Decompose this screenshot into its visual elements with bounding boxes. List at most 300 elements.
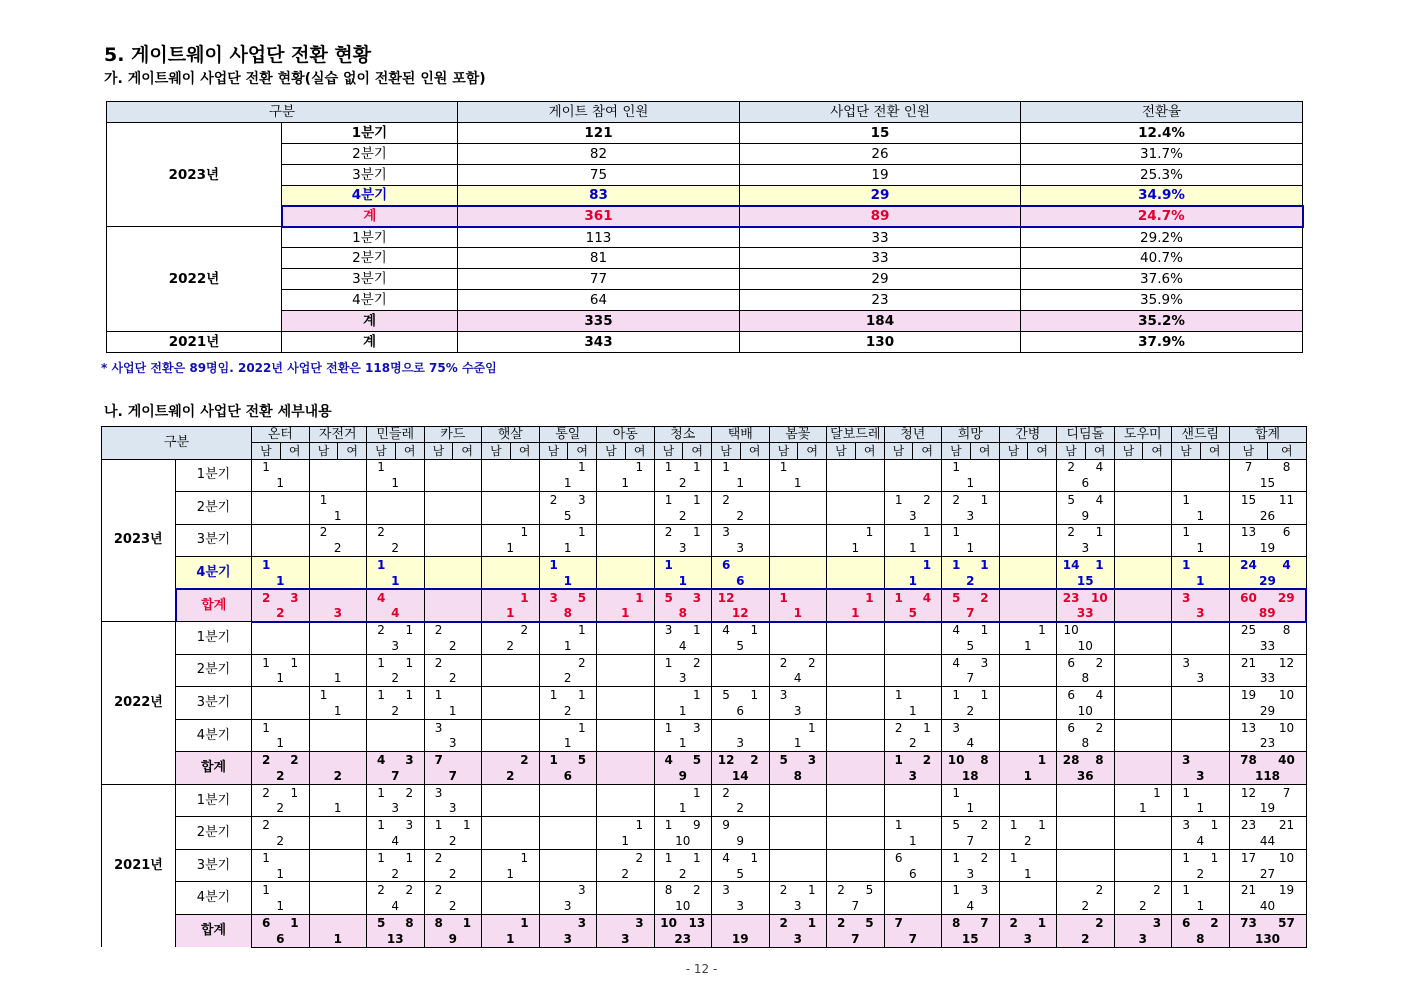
detail-total-row bbox=[102, 931, 1307, 947]
female-count: 2 bbox=[510, 622, 539, 638]
female-count: 2 bbox=[280, 752, 309, 768]
summary-row bbox=[107, 143, 1303, 164]
group-total bbox=[482, 801, 540, 817]
male-count: 1 bbox=[1172, 784, 1201, 800]
female-header: 여 bbox=[740, 443, 769, 459]
female-count: 1 bbox=[395, 654, 424, 670]
female-count: 2 bbox=[913, 492, 942, 508]
female-count: 8 bbox=[970, 752, 999, 768]
quarter-label: 합계 bbox=[176, 589, 252, 622]
group-total bbox=[1172, 703, 1230, 719]
group-total: 3 bbox=[769, 703, 827, 719]
group-total bbox=[252, 638, 310, 654]
quarter-label: 계 bbox=[282, 206, 458, 227]
female-count bbox=[1028, 687, 1057, 703]
detail-total-row bbox=[102, 866, 1307, 882]
female-count: 1 bbox=[1028, 817, 1057, 833]
male-count: 1 bbox=[367, 557, 396, 573]
group-header: 청소 bbox=[654, 427, 712, 443]
male-count: 1 bbox=[712, 459, 741, 475]
female-count bbox=[1028, 557, 1057, 573]
group-total: 2 bbox=[539, 703, 597, 719]
group-total bbox=[999, 605, 1057, 621]
group-total: 1 bbox=[309, 670, 367, 686]
female-count: 2 bbox=[1143, 882, 1172, 898]
male-count: 8 bbox=[942, 914, 971, 930]
female-count bbox=[453, 687, 482, 703]
detail-total-row bbox=[102, 768, 1307, 784]
group-total bbox=[827, 573, 885, 589]
male-count bbox=[539, 849, 568, 865]
female-count: 3 bbox=[625, 914, 654, 930]
male-count bbox=[999, 524, 1028, 540]
female-count bbox=[568, 849, 597, 865]
male-header: 남 bbox=[827, 443, 856, 459]
male-count: 1 bbox=[424, 687, 453, 703]
group-total: 7 bbox=[942, 605, 1000, 621]
female-count bbox=[395, 524, 424, 540]
male-count: 2 bbox=[712, 492, 741, 508]
group-total: 6 bbox=[884, 866, 942, 882]
male-count: 7 bbox=[424, 752, 453, 768]
female-count bbox=[625, 492, 654, 508]
male-count bbox=[827, 719, 856, 735]
male-header: 남 bbox=[252, 443, 281, 459]
female-count: 4 bbox=[1085, 459, 1114, 475]
male-count: 1 bbox=[1172, 524, 1201, 540]
male-count bbox=[482, 849, 511, 865]
group-total: 3 bbox=[654, 670, 712, 686]
female-count bbox=[338, 622, 367, 638]
male-count bbox=[1114, 687, 1143, 703]
female-count: 3 bbox=[970, 882, 999, 898]
group-total bbox=[597, 801, 655, 817]
female-count: 1 bbox=[1085, 557, 1114, 573]
page-number: - 12 - bbox=[685, 962, 718, 976]
group-total bbox=[597, 540, 655, 556]
male-count bbox=[597, 882, 626, 898]
rate-value: 29.2% bbox=[1021, 227, 1303, 248]
female-count: 1 bbox=[970, 687, 999, 703]
rate-value: 25.3% bbox=[1021, 164, 1303, 185]
detail-header-gender bbox=[102, 443, 1307, 459]
male-count bbox=[1114, 654, 1143, 670]
female-count: 4 bbox=[1085, 687, 1114, 703]
male-count bbox=[482, 622, 511, 638]
group-total bbox=[999, 703, 1057, 719]
female-header: 여 bbox=[625, 443, 654, 459]
female-count: 2 bbox=[1085, 914, 1114, 930]
male-count bbox=[999, 589, 1028, 605]
group-total: 1 bbox=[539, 736, 597, 752]
male-count: 3 bbox=[424, 784, 453, 800]
male-count: 1 bbox=[942, 459, 971, 475]
male-count: 3 bbox=[424, 719, 453, 735]
female-count: 3 bbox=[568, 914, 597, 930]
male-count bbox=[309, 914, 338, 930]
group-total: 15 bbox=[1057, 573, 1115, 589]
male-count: 3 bbox=[1172, 589, 1201, 605]
group-total: 6 bbox=[252, 931, 310, 947]
female-count: 1 bbox=[453, 817, 482, 833]
male-count: 3 bbox=[1172, 654, 1201, 670]
group-total: 3 bbox=[1172, 670, 1230, 686]
group-total: 7 bbox=[942, 833, 1000, 849]
male-count bbox=[769, 557, 798, 573]
female-count: 2 bbox=[510, 752, 539, 768]
male-count: 17 bbox=[1229, 849, 1268, 865]
male-count bbox=[884, 622, 913, 638]
female-count bbox=[798, 784, 827, 800]
group-total bbox=[1114, 540, 1172, 556]
male-count bbox=[597, 492, 626, 508]
group-total: 10 bbox=[654, 898, 712, 914]
male-count: 73 bbox=[1229, 914, 1268, 930]
female-count bbox=[740, 654, 769, 670]
male-count bbox=[539, 654, 568, 670]
female-count bbox=[338, 817, 367, 833]
female-count: 8 bbox=[1268, 622, 1307, 638]
female-count bbox=[740, 817, 769, 833]
header-category: 구분 bbox=[107, 102, 458, 123]
group-total: 1 bbox=[309, 931, 367, 947]
group-header: 카드 bbox=[424, 427, 482, 443]
male-header: 남 bbox=[539, 443, 568, 459]
group-total: 1 bbox=[1172, 508, 1230, 524]
quarter-label: 4분기 bbox=[176, 719, 252, 752]
group-total: 6 bbox=[712, 573, 770, 589]
group-total: 1 bbox=[884, 573, 942, 589]
female-count: 5 bbox=[855, 914, 884, 930]
female-count bbox=[740, 524, 769, 540]
gate-participants-value: 335 bbox=[458, 310, 740, 331]
male-count: 2 bbox=[367, 524, 396, 540]
group-total: 1 bbox=[942, 801, 1000, 817]
group-total bbox=[999, 540, 1057, 556]
header-rate: 전환율 bbox=[1021, 102, 1303, 123]
group-total bbox=[539, 833, 597, 849]
group-total bbox=[367, 508, 425, 524]
group-total bbox=[309, 833, 367, 849]
male-count bbox=[482, 654, 511, 670]
female-count bbox=[338, 882, 367, 898]
group-total bbox=[1114, 703, 1172, 719]
group-total: 5 bbox=[884, 605, 942, 621]
female-count bbox=[740, 784, 769, 800]
male-count: 6 bbox=[1057, 719, 1086, 735]
year-label: 2022년 bbox=[102, 622, 176, 785]
female-count: 2 bbox=[1085, 882, 1114, 898]
male-count: 2 bbox=[424, 654, 453, 670]
male-count: 19 bbox=[1229, 687, 1268, 703]
quarter-label: 2분기 bbox=[176, 492, 252, 525]
male-count: 2 bbox=[827, 914, 856, 930]
male-count bbox=[309, 622, 338, 638]
group-total: 1 bbox=[654, 703, 712, 719]
female-count bbox=[1028, 882, 1057, 898]
male-count bbox=[1172, 719, 1201, 735]
female-count bbox=[798, 817, 827, 833]
female-count bbox=[338, 914, 367, 930]
female-count bbox=[1200, 654, 1229, 670]
detail-gender-row bbox=[102, 687, 1307, 703]
group-total: 2 bbox=[999, 833, 1057, 849]
group-total: 4 bbox=[367, 605, 425, 621]
female-count bbox=[913, 459, 942, 475]
male-count: 6 bbox=[884, 849, 913, 865]
female-count bbox=[510, 817, 539, 833]
male-count bbox=[539, 719, 568, 735]
header-gate-participants: 게이트 참여 인원 bbox=[458, 102, 740, 123]
female-count bbox=[1143, 752, 1172, 768]
group-total bbox=[827, 638, 885, 654]
male-count: 60 bbox=[1229, 589, 1268, 605]
female-count: 2 bbox=[395, 784, 424, 800]
group-total: 1 bbox=[539, 573, 597, 589]
group-total: 4 bbox=[654, 638, 712, 654]
detail-gender-row bbox=[102, 524, 1307, 540]
male-count bbox=[309, 654, 338, 670]
group-total: 1 bbox=[309, 801, 367, 817]
male-count: 1 bbox=[367, 849, 396, 865]
group-total bbox=[309, 866, 367, 882]
female-count: 2 bbox=[970, 817, 999, 833]
male-count bbox=[1172, 459, 1201, 475]
group-header: 자전거 bbox=[309, 427, 367, 443]
male-count: 1 bbox=[942, 882, 971, 898]
rate-value: 35.2% bbox=[1021, 310, 1303, 331]
female-count: 2 bbox=[625, 849, 654, 865]
group-total bbox=[1057, 801, 1115, 817]
converted-value: 19 bbox=[740, 164, 1021, 185]
female-header: 여 bbox=[683, 443, 712, 459]
female-count: 1 bbox=[798, 914, 827, 930]
group-total bbox=[999, 670, 1057, 686]
detail-gender-row bbox=[102, 654, 1307, 670]
female-count bbox=[798, 589, 827, 605]
detail-gender-row bbox=[102, 914, 1307, 930]
male-count: 2 bbox=[309, 524, 338, 540]
male-count bbox=[482, 492, 511, 508]
female-count bbox=[970, 784, 999, 800]
male-count: 1 bbox=[942, 849, 971, 865]
female-count bbox=[913, 914, 942, 930]
male-count bbox=[769, 492, 798, 508]
male-count: 1 bbox=[367, 784, 396, 800]
group-total: 1 bbox=[884, 540, 942, 556]
female-count bbox=[1200, 882, 1229, 898]
group-header: 통일 bbox=[539, 427, 597, 443]
detail-gender-row bbox=[102, 622, 1307, 638]
gate-participants-value: 82 bbox=[458, 143, 740, 164]
female-count bbox=[1028, 589, 1057, 605]
male-count bbox=[999, 622, 1028, 638]
group-total: 1 bbox=[252, 736, 310, 752]
quarter-label: 1분기 bbox=[282, 227, 458, 248]
female-count: 1 bbox=[1200, 817, 1229, 833]
quarter-label: 3분기 bbox=[176, 687, 252, 720]
group-total: 1 bbox=[1172, 801, 1230, 817]
group-total: 2 bbox=[482, 768, 540, 784]
group-total bbox=[309, 475, 367, 491]
group-total: 130 bbox=[1229, 931, 1306, 947]
female-count bbox=[453, 654, 482, 670]
male-count: 1 bbox=[424, 817, 453, 833]
male-count: 1 bbox=[654, 492, 683, 508]
male-count bbox=[827, 459, 856, 475]
female-count bbox=[338, 784, 367, 800]
female-count bbox=[740, 492, 769, 508]
male-count: 9 bbox=[712, 817, 741, 833]
male-header: 남 bbox=[1172, 443, 1201, 459]
summary-row bbox=[107, 310, 1303, 331]
female-count: 1 bbox=[913, 719, 942, 735]
male-count: 3 bbox=[654, 622, 683, 638]
female-count: 5 bbox=[568, 589, 597, 605]
converted-value: 29 bbox=[740, 185, 1021, 206]
group-total: 2 bbox=[482, 638, 540, 654]
gate-participants-value: 64 bbox=[458, 290, 740, 311]
group-total: 89 bbox=[1229, 605, 1306, 621]
male-count bbox=[654, 784, 683, 800]
male-count bbox=[597, 914, 626, 930]
male-count: 2 bbox=[424, 882, 453, 898]
male-count: 1 bbox=[252, 459, 281, 475]
male-count bbox=[309, 459, 338, 475]
male-count bbox=[827, 557, 856, 573]
converted-value: 130 bbox=[740, 331, 1021, 352]
detail-gender-row bbox=[102, 719, 1307, 735]
male-count: 1 bbox=[367, 654, 396, 670]
group-total: 1 bbox=[597, 605, 655, 621]
male-count bbox=[597, 849, 626, 865]
female-count: 1 bbox=[280, 784, 309, 800]
male-count: 4 bbox=[942, 654, 971, 670]
male-count: 2 bbox=[942, 492, 971, 508]
male-header: 남 bbox=[309, 443, 338, 459]
group-total: 26 bbox=[1229, 508, 1306, 524]
page-title: 5. 게이트웨이 사업단 전환 현황 bbox=[104, 44, 372, 66]
male-count bbox=[597, 817, 626, 833]
group-total: 3 bbox=[884, 508, 942, 524]
male-count bbox=[252, 492, 281, 508]
group-total: 1 bbox=[654, 801, 712, 817]
group-total: 4 bbox=[367, 833, 425, 849]
female-count bbox=[855, 849, 884, 865]
female-count: 4 bbox=[1085, 492, 1114, 508]
male-count: 3 bbox=[942, 719, 971, 735]
group-total: 44 bbox=[1229, 833, 1306, 849]
group-total: 3 bbox=[424, 801, 482, 817]
male-count bbox=[884, 557, 913, 573]
female-count bbox=[798, 557, 827, 573]
group-total bbox=[769, 540, 827, 556]
group-total: 1 bbox=[597, 833, 655, 849]
male-count bbox=[539, 524, 568, 540]
female-count: 1 bbox=[1028, 622, 1057, 638]
female-count bbox=[1028, 654, 1057, 670]
female-count bbox=[625, 784, 654, 800]
group-total: 3 bbox=[1057, 540, 1115, 556]
year-label: 2021년 bbox=[102, 784, 176, 947]
group-total bbox=[424, 475, 482, 491]
male-count: 1 bbox=[1172, 849, 1201, 865]
female-count bbox=[798, 622, 827, 638]
group-total: 1 bbox=[482, 605, 540, 621]
group-total bbox=[424, 508, 482, 524]
female-count: 1 bbox=[510, 914, 539, 930]
female-count: 1 bbox=[913, 524, 942, 540]
male-count bbox=[654, 687, 683, 703]
female-count bbox=[740, 914, 769, 930]
male-count: 2 bbox=[827, 882, 856, 898]
female-count: 1 bbox=[740, 849, 769, 865]
female-count bbox=[1028, 524, 1057, 540]
female-count: 8 bbox=[1268, 459, 1307, 475]
male-count: 10 bbox=[654, 914, 683, 930]
female-count: 40 bbox=[1268, 752, 1307, 768]
male-count: 10 bbox=[1057, 622, 1086, 638]
group-total bbox=[1114, 768, 1172, 784]
group-total: 2 bbox=[1114, 898, 1172, 914]
group-total bbox=[769, 508, 827, 524]
male-count bbox=[884, 882, 913, 898]
female-count bbox=[338, 849, 367, 865]
female-count: 1 bbox=[970, 557, 999, 573]
female-count bbox=[338, 459, 367, 475]
male-count bbox=[597, 784, 626, 800]
male-count: 2 bbox=[999, 914, 1028, 930]
group-total: 2 bbox=[367, 540, 425, 556]
group-total: 3 bbox=[424, 736, 482, 752]
group-total bbox=[252, 540, 310, 556]
group-total: 1 bbox=[539, 638, 597, 654]
group-total: 5 bbox=[712, 866, 770, 882]
group-total bbox=[1114, 670, 1172, 686]
male-count bbox=[1114, 914, 1143, 930]
female-count: 13 bbox=[683, 914, 712, 930]
female-count bbox=[395, 459, 424, 475]
group-total bbox=[309, 638, 367, 654]
group-total: 3 bbox=[884, 768, 942, 784]
group-total bbox=[827, 768, 885, 784]
group-header: 온터 bbox=[252, 427, 310, 443]
female-count bbox=[1143, 687, 1172, 703]
female-count: 1 bbox=[683, 687, 712, 703]
group-total bbox=[827, 475, 885, 491]
group-total: 4 bbox=[942, 736, 1000, 752]
male-count bbox=[1114, 849, 1143, 865]
group-total: 2 bbox=[252, 801, 310, 817]
male-count: 1 bbox=[654, 849, 683, 865]
female-count: 2 bbox=[683, 654, 712, 670]
female-header: 여 bbox=[1200, 443, 1229, 459]
group-total: 1 bbox=[942, 540, 1000, 556]
female-count: 4 bbox=[913, 589, 942, 605]
group-total: 2 bbox=[654, 866, 712, 882]
female-count bbox=[855, 817, 884, 833]
female-count bbox=[395, 492, 424, 508]
year-label: 2021년 bbox=[107, 331, 282, 352]
group-total: 18 bbox=[942, 768, 1000, 784]
detail-total-row bbox=[102, 833, 1307, 849]
male-count bbox=[482, 524, 511, 540]
female-count: 1 bbox=[798, 882, 827, 898]
group-total bbox=[597, 703, 655, 719]
female-count: 3 bbox=[568, 492, 597, 508]
header-category: 구분 bbox=[102, 427, 252, 460]
group-total: 2 bbox=[597, 866, 655, 882]
